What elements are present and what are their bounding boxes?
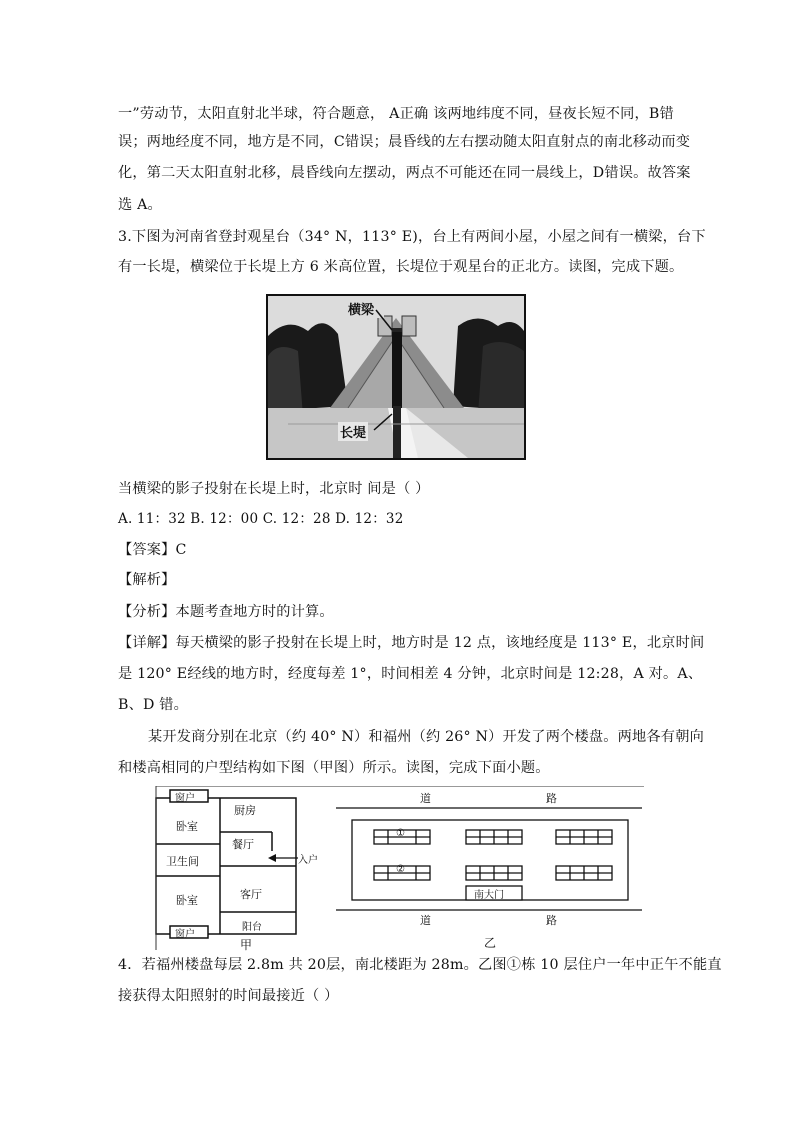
observatory-photo bbox=[266, 294, 526, 460]
kitchen-label: 厨房 bbox=[234, 804, 256, 817]
analysis-fenxi: 【分析】本题考查地方时的计算。 bbox=[118, 604, 334, 620]
living-room-label: 客厅 bbox=[240, 888, 262, 901]
road-top-left-label: 道 bbox=[420, 792, 431, 805]
question-4-stem: 接获得太阳照射的时间最接近（ ） bbox=[118, 988, 339, 1004]
dike-label: 长堤 bbox=[338, 422, 368, 441]
window-bottom-label: 窗户 bbox=[175, 929, 195, 940]
question-3-stem: 有一长堤，横梁位于长堤上方 6 米高位置，长堤位于观星台的正北方。读图，完成下题。 bbox=[118, 259, 684, 275]
building-1-label: ① bbox=[396, 828, 405, 839]
paragraph-line: 一”劳动节，太阳直射北半球，符合题意， A正确 该两地纬度不同，昼夜长短不同，B错 bbox=[118, 106, 674, 122]
paragraph-line: 选 A。 bbox=[118, 197, 162, 213]
building-block bbox=[466, 830, 522, 844]
paragraph-line: 误；两地经度不同，地方是不同，C错误；晨昏线的左右摆动随太阳直射点的南北移动而变 bbox=[118, 134, 691, 150]
entrance-label: 入户 bbox=[298, 855, 318, 866]
question-3-prompt: 当横梁的影子投射在长堤上时，北京时 间是（ ） bbox=[118, 481, 430, 497]
figure-jia-caption: 甲 bbox=[240, 938, 253, 952]
bedroom-bottom-label: 卧室 bbox=[176, 894, 198, 907]
balcony-label: 阳台 bbox=[242, 922, 262, 933]
building-block bbox=[556, 866, 612, 880]
question-3-stem: 3.下图为河南省登封观星台（34° N，113° E)，台上有两间小屋，小屋之间有一横梁，台下 bbox=[118, 229, 706, 245]
question-4-stem: 4．若福州楼盘每层 2.8m 共 20层，南北楼距为 28m。乙图①栋 10 层住户一年中正午不能直 bbox=[118, 957, 722, 973]
passage-line: 和楼高相同的户型结构如下图（甲图）所示。读图，完成下面小题。 bbox=[118, 760, 550, 776]
analysis-heading: 【解析】 bbox=[118, 572, 176, 588]
question-3-options: A. 11：32 B. 12：00 C. 12：28 D. 12：32 bbox=[118, 511, 404, 527]
paragraph-line: 化，第二天太阳直射北移，晨昏线向左摆动，两点不可能还在同一晨线上，D错误。故答案 bbox=[118, 165, 691, 181]
answer-line: 【答案】C bbox=[118, 542, 187, 558]
road-top-right-label: 路 bbox=[546, 792, 557, 805]
passage-line: 某开发商分别在北京（约 40° N）和福州（约 26° N）开发了两个楼盘。两地各有朝向 bbox=[148, 729, 704, 745]
analysis-detail: 是 120° E经线的地方时，经度每差 1°，时间相差 4 分钟，北京时间是 12:28，A 对。A、 bbox=[118, 666, 703, 682]
analysis-detail: B、D 错。 bbox=[118, 697, 189, 713]
building-block bbox=[556, 830, 612, 844]
window-top-label: 窗户 bbox=[175, 793, 195, 804]
road-bottom-left-label: 道 bbox=[420, 914, 431, 927]
figure-yi-caption: 乙 bbox=[484, 936, 497, 950]
south-gate-label: 南大门 bbox=[474, 890, 504, 901]
dining-label: 餐厅 bbox=[232, 838, 254, 851]
building-block bbox=[466, 866, 522, 880]
building-2-label: ② bbox=[396, 864, 405, 875]
observatory-illustration bbox=[268, 296, 524, 458]
beam-label: 横梁 bbox=[348, 303, 375, 318]
road-bottom-right-label: 路 bbox=[546, 914, 557, 927]
analysis-detail: 【详解】每天横梁的影子投射在长堤上时，地方时是 12 点，该地经度是 113° E，北京时间 bbox=[118, 635, 705, 651]
bedroom-top-label: 卧室 bbox=[176, 820, 198, 833]
bathroom-label: 卫生间 bbox=[166, 855, 199, 868]
figure-group bbox=[148, 786, 644, 950]
